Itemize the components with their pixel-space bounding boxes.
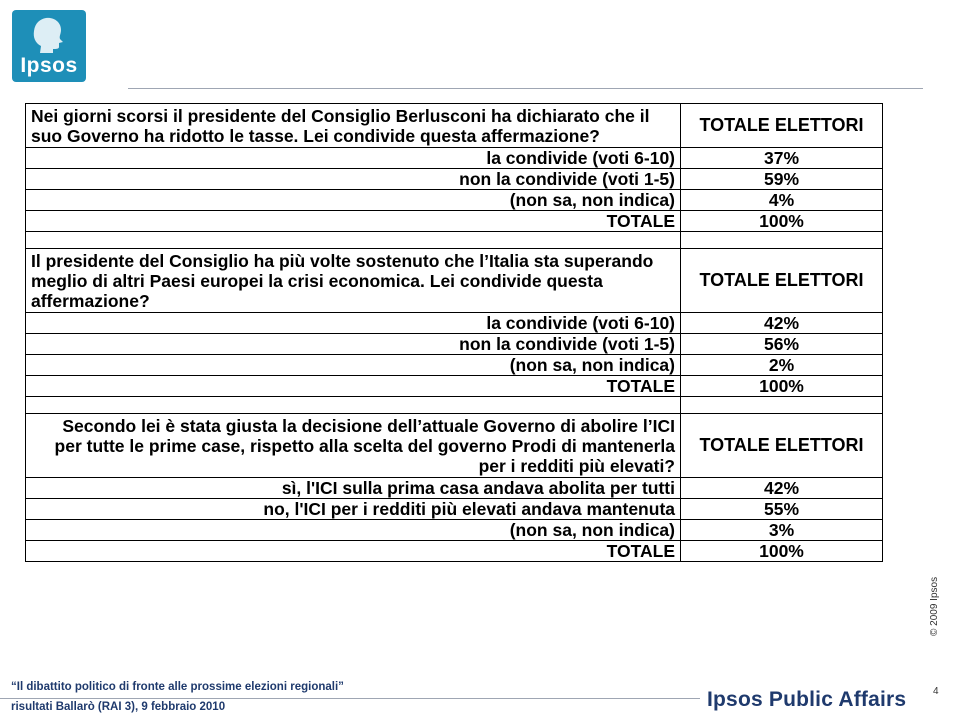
table-row (26, 520, 883, 541)
question-row (26, 249, 883, 313)
column-header: TOTALE ELETTORI (681, 414, 883, 478)
answer-value: 2% (681, 355, 883, 376)
header-divider (128, 88, 923, 89)
answer-value: 59% (681, 169, 883, 190)
total-label: TOTALE (26, 541, 681, 562)
spacer-row (26, 397, 883, 414)
total-value: 100% (681, 541, 883, 562)
answer-label: (non sa, non indica) (26, 190, 681, 211)
total-label: TOTALE (26, 376, 681, 397)
ipsos-logo (12, 10, 86, 82)
answer-label: no, l'ICI per i redditi più elevati andava mantenuta (26, 499, 681, 520)
brand-name: Ipsos Public Affairs (707, 688, 907, 711)
answer-label: sì, l'ICI sulla prima casa andava abolita per tutti (26, 478, 681, 499)
answer-value: 42% (681, 313, 883, 334)
total-value: 100% (681, 376, 883, 397)
answer-label: la condivide (voti 6-10) (26, 148, 681, 169)
table-row (26, 334, 883, 355)
column-header: TOTALE ELETTORI (681, 104, 883, 148)
table-row (26, 478, 883, 499)
answer-value: 37% (681, 148, 883, 169)
footer-divider (0, 698, 700, 699)
page-number: 4 (933, 686, 939, 697)
total-label: TOTALE (26, 211, 681, 232)
answer-value: 42% (681, 478, 883, 499)
answer-value: 3% (681, 520, 883, 541)
footer-title: “Il dibattito politico di fronte alle prossime elezioni regionali” (11, 681, 344, 693)
table-row (26, 169, 883, 190)
table-row (26, 313, 883, 334)
table-row (26, 376, 883, 397)
copyright-notice: © 2009 Ipsos (929, 576, 940, 636)
question-text: Secondo lei è stata giusta la decisione dell’attuale Governo di abolire l’ICI per tutte le prime case, rispetto alla scelta del governo Prodi di mantenerla per i redditi più elevati? (26, 414, 681, 478)
answer-value: 4% (681, 190, 883, 211)
question-row (26, 414, 883, 478)
table-row (26, 148, 883, 169)
column-header: TOTALE ELETTORI (681, 249, 883, 313)
table-row (26, 541, 883, 562)
table-row (26, 211, 883, 232)
answer-label: (non sa, non indica) (26, 520, 681, 541)
head-profile-icon (32, 16, 66, 54)
spacer-row (26, 232, 883, 249)
question-text: Nei giorni scorsi il presidente del Consiglio Berlusconi ha dichiarato che il suo Governo ha ridotto le tasse. Lei condivide questa affermazione? (26, 104, 681, 148)
question-row (26, 104, 883, 148)
question-text: Il presidente del Consiglio ha più volte sostenuto che l’Italia sta superando meglio di altri Paesi europei la crisi economica. Lei condivide questa affermazione? (26, 249, 681, 313)
table-row (26, 355, 883, 376)
answer-value: 55% (681, 499, 883, 520)
answer-value: 56% (681, 334, 883, 355)
table-row (26, 499, 883, 520)
total-value: 100% (681, 211, 883, 232)
table-row (26, 190, 883, 211)
survey-results-table (25, 103, 883, 562)
answer-label: (non sa, non indica) (26, 355, 681, 376)
answer-label: la condivide (voti 6-10) (26, 313, 681, 334)
answer-label: non la condivide (voti 1-5) (26, 169, 681, 190)
logo-text: Ipsos (20, 54, 78, 77)
answer-label: non la condivide (voti 1-5) (26, 334, 681, 355)
footer-source: risultati Ballarò (RAI 3), 9 febbraio 2010 (11, 701, 226, 713)
